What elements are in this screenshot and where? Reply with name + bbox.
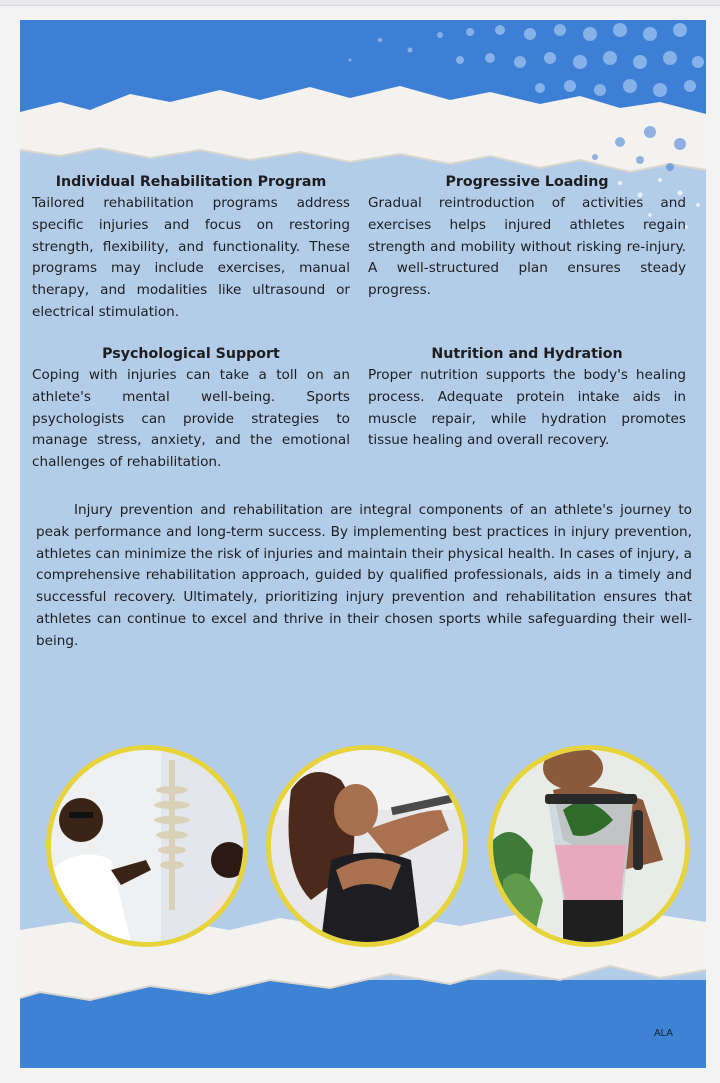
pullup-athlete-image [271, 750, 463, 942]
doctor-skeleton-image [51, 750, 243, 942]
section-title: Nutrition and Hydration [431, 346, 623, 362]
photo-medical-consultation [46, 745, 248, 947]
footer-tag: ALA [654, 1028, 673, 1039]
smoothie-blender-image [493, 750, 685, 942]
document-page [20, 20, 706, 1068]
section-body: Proper nutrition supports the body's healing process. Adequate protein intake aids in muscle repair, while hydration promotes tissue healing and overall recovery. [368, 367, 686, 449]
viewer-top-bar [0, 0, 720, 6]
section-title: Individual Rehabilitation Program [55, 174, 327, 190]
section-body: Gradual reintroduction of activities and exercises helps injured athletes regain strength and mobility without risking re-injury. A well-structured plan ensures steady progress. [368, 195, 686, 299]
section-title: Psychological Support [102, 346, 280, 362]
section-body: Tailored rehabilitation programs address specific injuries and focus on restoring strength, flexibility, and functionality. These programs may include exercises, manual therapy, and modalities like ultrasound or electrical stimulation. [32, 195, 350, 320]
section-psychological-support [32, 344, 350, 474]
section-progressive-loading [368, 172, 686, 302]
section-title: Progressive Loading [445, 174, 609, 190]
section-body: Coping with injuries can take a toll on an athlete's mental well-being. Sports psychologists can provide strategies to manage stress, anxiety, and the emotional challenges of rehabilitation. [32, 367, 350, 471]
photo-smoothie-blender [488, 745, 690, 947]
section-nutrition-hydration [368, 344, 686, 452]
summary-paragraph: Injury prevention and rehabilitation are integral components of an athlete's journey to peak performance and long-term success. By implementing best practices in injury prevention, athletes can minimize the risk of injuries and maintain their physical health. In cases of injury, a comprehensive rehabilitation approach, guided by qualified professionals, aids in a timely and successful recovery. Ultimately, prioritizing injury prevention and rehabilitation ensures that athletes can continue to excel and thrive in their chosen sports while safeguarding their well-being. [36, 502, 692, 649]
photo-training-athlete [266, 745, 468, 947]
section-individual-rehabilitation [32, 172, 350, 324]
